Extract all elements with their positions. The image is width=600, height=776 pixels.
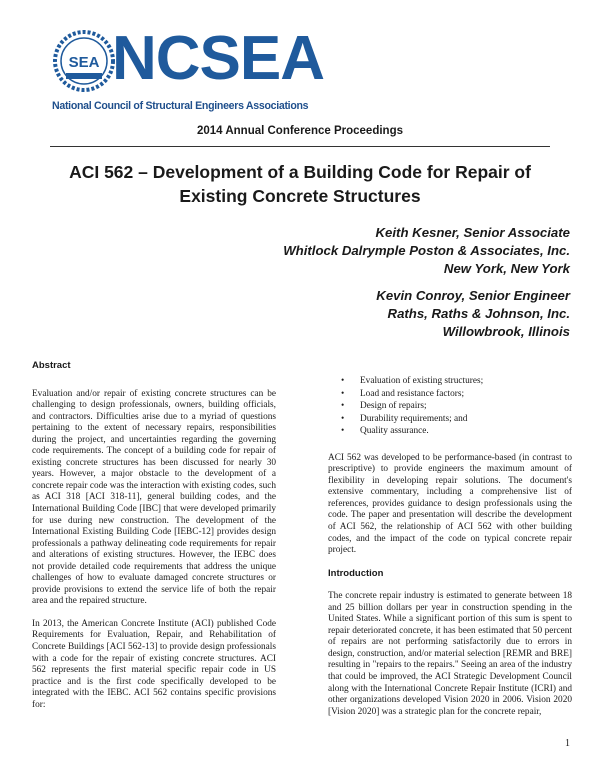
author-location: New York, New York: [443, 261, 570, 276]
list-item: • Design of repairs;: [341, 401, 427, 412]
conference-title: 2014 Annual Conference Proceedings: [196, 125, 403, 137]
paper-title: [30, 160, 570, 208]
author-block-2: [50, 287, 570, 341]
logo-subtitle: National Council of Structural Engineers Associations: [52, 100, 309, 112]
author-organization: Raths, Raths & Johnson, Inc.: [387, 306, 570, 321]
bullet-icon: •: [341, 426, 345, 437]
bullet-icon: •: [341, 401, 345, 412]
header-divider: [50, 146, 550, 147]
list-item: • Quality assurance.: [341, 426, 429, 437]
author-organization: Whitlock Dalrymple Poston & Associates, Inc.: [283, 243, 570, 258]
abstract-paragraph-1: Evaluation and/or repair of existing concrete structures can be challenging to design professionals, owners, building officials, and contractors. Difficulties arise due to a myriad of questions pertaining to the extent of necessary repairs, responsibilities during the project, and uncertainties regarding the governing code requirements. The concept of a building code for repair of existing concrete structures has been discussed for nearly 30 years. However, a major obstacle to the development of a concrete repair code was the interaction with existing codes, such as ACI 318 [ACI 318-11], general building codes, and the International Building Code [IBC] that were developed primarily for use during new construction. The development of the International Existing Building Code [IEBC-12] provides design professionals a pathway delineating code requirements for repair and alterations of existing structures. However, the IEBC does not provide detailed code requirements that address the unique challenges of how to evaluate damaged concrete structures or provide provisions to extend the service life of both the repair area and the repaired structure.: [32, 388, 276, 607]
list-item: • Durability requirements; and: [341, 413, 468, 424]
introduction-paragraph: The concrete repair industry is estimated to generate between 18 and 25 billion dollars per year in construction spending in the United States. While a significant portion of this sum is spent to repair deteriorated concrete, it has been estimated that 50 percent of repairs are not performing satisfactorily due to errors in design, construction, and/or material selection [REMR and BRE] resulting in "repairs to the repairs." Seeing an area of the industry that could be improved, the ACI Strategic Development Council along with the International Concrete Repair Institute (ICRI) and other organizations developed Vision 2020 in 2006. Vision 2020 [Vision 2020] was a strategic plan for the concrete repair,: [328, 591, 572, 717]
list-item: • Load and resistance factors;: [341, 388, 465, 399]
page-number: 1: [565, 738, 570, 749]
right-column: [328, 376, 572, 718]
author-name-role: Keith Kesner, Senior Associate: [375, 225, 570, 240]
author-location: Willowbrook, Illinois: [442, 324, 570, 339]
logo-wordmark: NCSEA: [112, 24, 325, 93]
list-item: • Evaluation of existing structures;: [341, 376, 484, 386]
provisions-list: [328, 376, 572, 438]
paper-title-line-2: Existing Concrete Structures: [179, 186, 421, 206]
abstract-paragraph-2: In 2013, the American Concrete Institute (ACI) published Code Requirements for Evaluation, Repair, and Rehabilitation of Concrete Buildings [ACI 562-13] to provide design professionals with a code for the repair of existing concrete structures. ACI 562 represents the first material specific repair code in US practice and is the first code specifically developed to be integrated with the IEBC. ACI 562 contains specific provisions for:: [32, 618, 276, 710]
bullet-icon: •: [341, 376, 345, 386]
sea-seal-icon: [52, 28, 116, 94]
bullet-icon: •: [341, 413, 345, 424]
author-block-1: [50, 224, 570, 278]
abstract-heading: Abstract: [32, 360, 71, 371]
body-paragraph: ACI 562 was developed to be performance-based (in contrast to prescriptive) to provide engineers the maximum amount of flexibility in developing repair solutions. The document's extensive commentary, including a comprehensive list of references, provides guidance to design professionals using the code. The paper and presentation will describe the development of ACI 562, the relationship of ACI 562 with other building codes, and the impact of the code on typical concrete repair project.: [328, 452, 572, 556]
bullet-icon: •: [341, 388, 345, 399]
introduction-heading: Introduction: [328, 567, 384, 579]
paper-title-line-1: ACI 562 – Development of a Building Code for Repair of: [69, 162, 531, 182]
seal-text: SEA: [68, 54, 100, 71]
author-name-role: Kevin Conroy, Senior Engineer: [376, 288, 570, 303]
left-column: [32, 360, 276, 711]
ncsea-logo: [52, 24, 372, 112]
